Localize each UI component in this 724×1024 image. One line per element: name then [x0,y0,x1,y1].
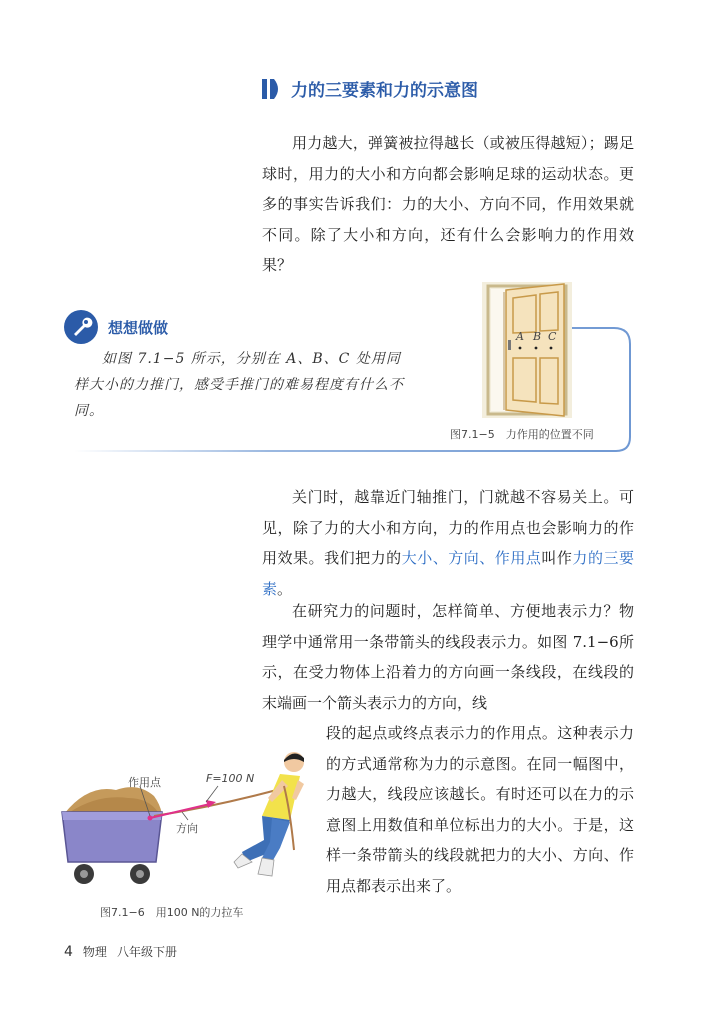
p2-text-a: 关门时，越靠近门轴推门，门就越不容易关上。可见，除了力的大小和方向，力的作用点也会影响力的作用效果。我们把力的 [262,488,634,567]
book-name: 物理 [82,945,107,959]
cart-figure [58,750,310,898]
think-label: 想想做做 [108,319,169,337]
page-number: 4 [64,944,73,960]
door-label-a: A [516,330,524,343]
think-text: 如图 7.1−5 所示，分别在 A、B、C 处用同样大小的力推门，感受手推门的难易程度有什么不同。 [74,351,404,419]
wrench-icon [64,310,98,344]
paragraph-three-elements [262,482,634,604]
section-marker-icon [262,78,282,100]
section-title-text: 力的三要素和力的示意图 [291,81,478,101]
section-title [262,76,478,101]
door-figure [482,282,572,418]
p2-text-c: 。 [277,579,293,598]
door-label-b: B [533,330,542,343]
p2-text-b: 叫作 [541,549,573,567]
paragraph-intro: 用力越大，弹簧被拉得越长（或被压得越短）；踢足球时，用力的大小和方向都会影响足球的运动状态。更多的事实告诉我们：力的大小、方向不同，作用效果就不同。除了大小和方向，还有什么会影响力的作用效果？ [262,134,634,274]
cart-label-force: F=100 N [206,772,255,785]
cart-label-point: 作用点 [128,776,161,789]
door-caption: 图7.1−5 力作用的位置不同 [450,428,594,441]
cart-label-direction: 方向 [176,822,198,835]
paragraph-diagram-narrow: 段的起点或终点表示力的作用点。这种表示力的方式通常称为力的示意图。在同一幅图中，力越大，线段应该越长。有时还可以在力的示意图上用数值和单位标出力的大小。于是，这样一条带箭头的线段就把力的大小、方向、作用点都表示出来了。 [326,724,634,895]
highlight-three-elements: 大小、方向、作用点 [401,549,542,567]
paragraph-diagram-wide: 在研究力的问题时，怎样简单、方便地表示力？物理学中通常用一条带箭头的线段表示力。如图 7.1−6所示，在受力物体上沿着力的方向画一条线段，在线段的末端画一个箭头表示力的方向，线 [262,602,634,712]
highlight-term: 力的三要素 [262,549,634,598]
page-footer [64,943,177,960]
cart-caption: 图7.1−6 用100 N的力拉车 [100,906,244,919]
door-label-c: C [548,330,557,343]
book-grade: 八年级下册 [116,945,177,959]
